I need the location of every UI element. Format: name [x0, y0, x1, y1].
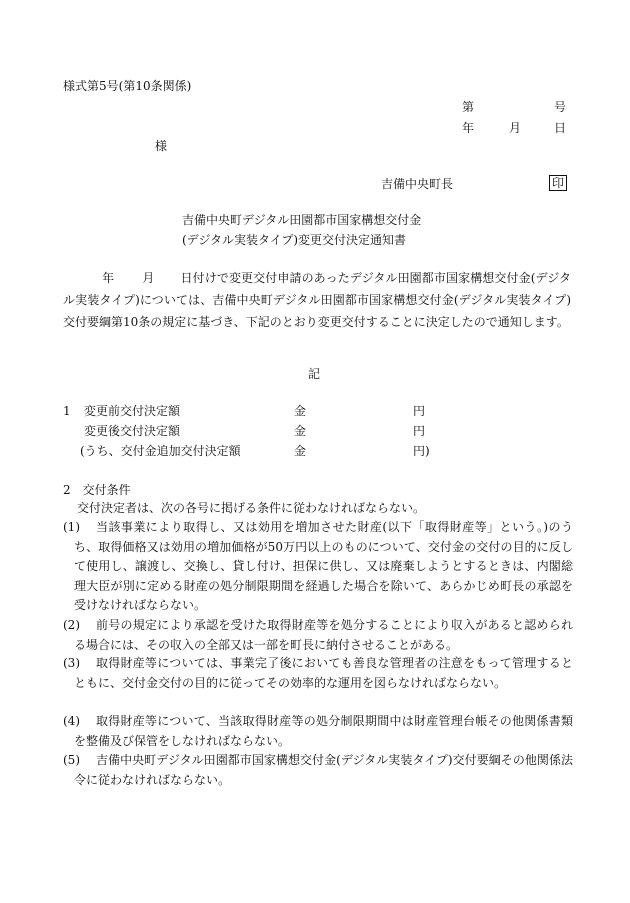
date-day: 日 [554, 121, 567, 135]
condition-item-text: 前号の規定により承認を受けた取得財産等を処分することにより収入があると認められる場合には、その収入の全部又は一部を町長に納付させることがある。 [74, 618, 573, 652]
amount-row-before-label: 変更前交付決定額 [84, 404, 181, 418]
amount-row-additional-kin: 金 [294, 444, 307, 458]
condition-item-number: (2) [63, 618, 80, 632]
condition-item-4 [63, 712, 573, 751]
intro-month: 月 [142, 271, 155, 285]
intro-year: 年 [102, 271, 115, 285]
condition-item-1 [63, 518, 573, 616]
conditions-lead: 交付決定者は、次の各号に掲げる条件に従わなければならない。 [77, 501, 426, 515]
condition-item-2 [63, 616, 573, 655]
condition-item-number: (3) [63, 656, 80, 670]
condition-item-3 [63, 654, 573, 693]
form-label: 様式第5号(第10条関係) [63, 79, 192, 93]
issuer-name: 吉備中央町長 [381, 177, 454, 191]
amount-row-additional-yen: 円) [413, 444, 430, 458]
document-number-prefix: 第 [462, 100, 475, 114]
ki-heading: 記 [308, 367, 321, 381]
condition-item-text: 当該事業により取得し、又は効用を増加させた財産(以下「取得財産等」という。)のうち、取得価格又は効用の増加価格が50万円以上のものについて、交付金の交付の目的に反して使用し、譲渡し、交換し、貸し付け、担保に供し、又は廃棄しようとするときは、内閣総理大臣が別に定める財産の処分制限期間を経過した場合を除いて、あらかじめ町長の承認を受けなければならない。 [74, 520, 573, 612]
intro-text: 日付けで変更交付申請のあったデジタル田園都市国家構想交付金(デジタル実装タイプ)については、吉備中央町デジタル田園都市国家構想交付金(デジタル実装タイプ)交付要綱第10条の規定に基づき、下記のとおり変更交付することに決定したので通知します。 [63, 271, 571, 329]
addressee-suffix: 様 [155, 139, 168, 153]
condition-item-text: 吉備中央町デジタル田園都市国家構想交付金(デジタル実装タイプ)交付要綱その他関係法令に従わなければならない。 [74, 753, 573, 787]
date-month: 月 [509, 121, 522, 135]
amount-row-after-yen: 円 [413, 424, 426, 438]
amount-row-after-label: 変更後交付決定額 [84, 424, 181, 438]
document-title-line1: 吉備中央町デジタル田園都市国家構想交付金 [182, 213, 422, 227]
condition-item-text: 取得財産等について、当該取得財産等の処分制限期間中は財産管理台帳その他関係書類を整備及び保管をしなければならない。 [74, 714, 573, 748]
amounts-section-number: 1 [63, 404, 71, 418]
intro-paragraph [63, 267, 571, 333]
date-year: 年 [462, 121, 475, 135]
document-title-line2: (デジタル実装タイプ)変更交付決定通知書 [182, 233, 407, 247]
conditions-heading: 2 交付条件 [63, 483, 131, 497]
condition-item-5 [63, 751, 573, 790]
condition-item-number: (4) [63, 714, 80, 728]
amount-row-additional-label: (うち、交付金追加交付決定額 [80, 444, 241, 458]
document-number-suffix: 号 [554, 100, 567, 114]
amount-row-before-yen: 円 [413, 404, 426, 418]
condition-item-number: (5) [63, 753, 80, 767]
condition-item-text: 取得財産等については、事業完了後においても善良な管理者の注意をもって管理するとともに、交付金交付の目的に従ってその効率的な運用を図らなければならない。 [74, 656, 573, 690]
amount-row-after-kin: 金 [294, 424, 307, 438]
condition-item-number: (1) [63, 520, 80, 534]
amount-row-before-kin: 金 [294, 404, 307, 418]
seal-mark: 印 [549, 175, 567, 191]
